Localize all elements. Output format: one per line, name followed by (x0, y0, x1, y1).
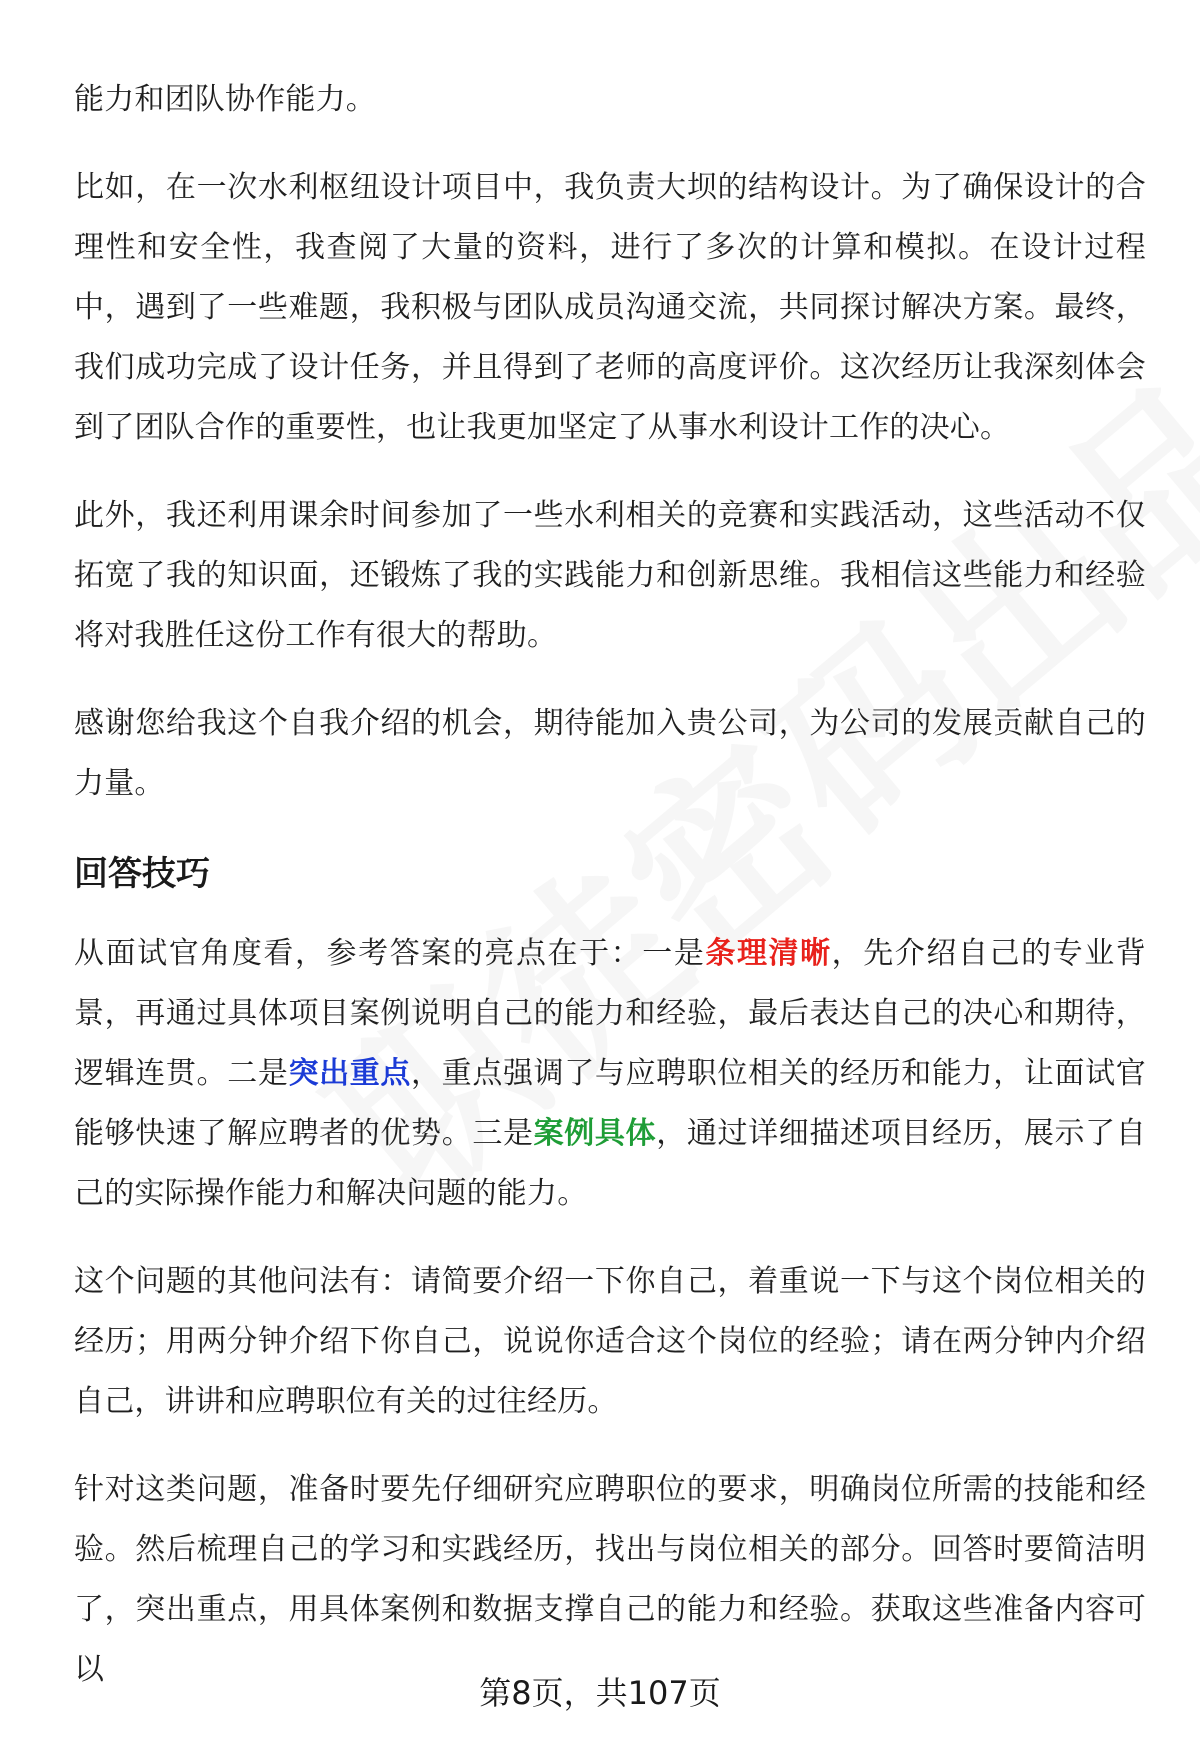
page-footer: 第8页，共107页 (479, 1674, 721, 1712)
tips-paragraph (74, 924, 1146, 1224)
section-title: 回答技巧 (74, 854, 210, 894)
paragraph-4: 感谢您给我这个自我介绍的机会，期待能加入贵公司，为公司的发展贡献自己的力量。 (74, 706, 1146, 801)
tips-text-3: ，重点强调了与应聘职位相关的经历和能力，让面试官能够快速了解应聘者的优势。三是 (74, 1056, 1146, 1151)
highlight-organized: 条理清晰 (705, 936, 832, 971)
highlight-concrete: 案例具体 (533, 1116, 657, 1151)
tips-text-2: ，先介绍自己的专业背景，再通过具体项目案例说明自己的能力和经验，最后表达自己的决心和期待，逻辑连贯。二是 (74, 936, 1146, 1091)
tips-text-4: ，通过详细描述项目经历，展示了自己的实际操作能力和解决问题的能力。 (74, 1116, 1147, 1211)
paragraph-1: 能力和团队协作能力。 (74, 82, 376, 117)
paragraph-preparation: 针对这类问题，准备时要先仔细研究应聘职位的要求，明确岗位所需的技能和经验。然后梳理自己的学习和实践经历，找出与岗位相关的部分。回答时要简洁明了，突出重点，用具体案例和数据支撑自己的能力和经验。获取这些准备内容可以 (74, 1472, 1146, 1687)
paragraph-3: 此外，我还利用课余时间参加了一些水利相关的竞赛和实践活动，这些活动不仅拓宽了我的知识面，还锻炼了我的实践能力和创新思维。我相信这些能力和经验将对我胜任这份工作有很大的帮助。 (74, 498, 1146, 653)
tips-text-1: 从面试官角度看，参考答案的亮点在于：一是 (74, 936, 706, 971)
paragraph-2: 比如，在一次水利枢纽设计项目中，我负责大坝的结构设计。为了确保设计的合理性和安全性，我查阅了大量的资料，进行了多次的计算和模拟。在设计过程中，遇到了一些难题，我积极与团队成员沟通交流，共同探讨解决方案。最终，我们成功完成了设计任务，并且得到了老师的高度评价。这次经历让我深刻体会到了团队合作的重要性，也让我更加坚定了从事水利设计工作的决心。 (74, 170, 1146, 445)
highlight-focus: 突出重点 (288, 1056, 412, 1091)
document-body (74, 70, 1146, 1728)
paragraph-alt-questions: 这个问题的其他问法有：请简要介绍一下你自己，着重说一下与这个岗位相关的经历；用两分钟介绍下你自己，说说你适合这个岗位的经验；请在两分钟内介绍自己，讲讲和应聘职位有关的过往经历。 (74, 1264, 1146, 1419)
